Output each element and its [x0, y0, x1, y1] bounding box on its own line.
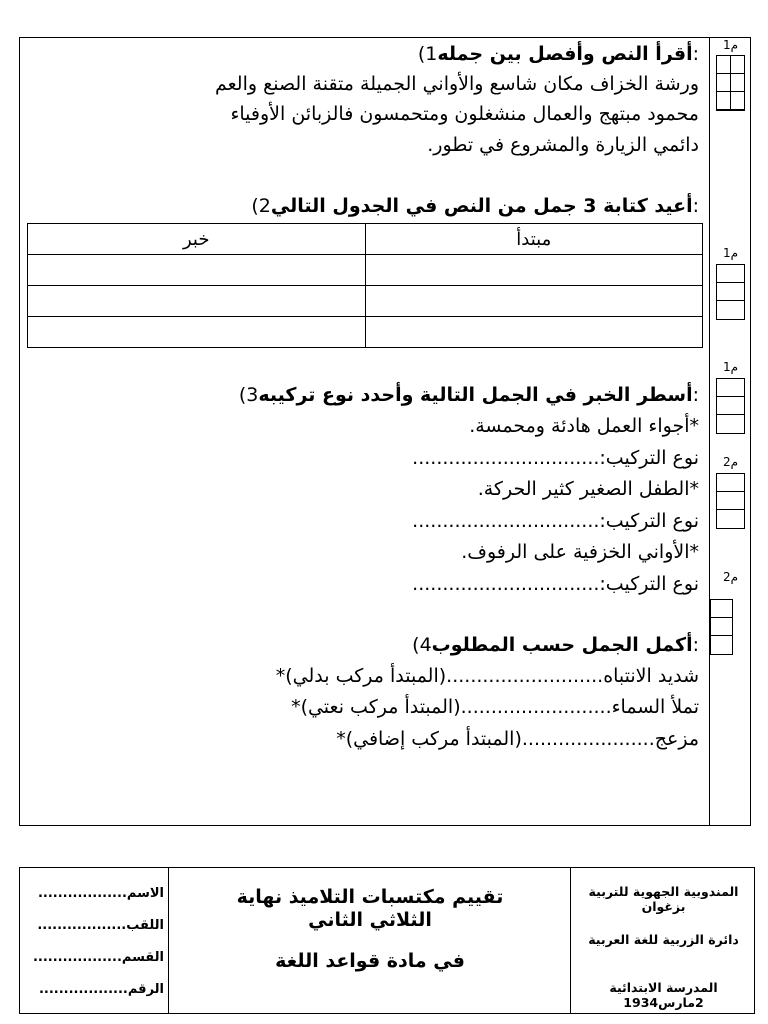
table-cell[interactable] [365, 255, 703, 286]
table-cell[interactable] [365, 286, 703, 317]
table-header-mubtada: مبتدأ [365, 224, 703, 255]
table-row [28, 286, 703, 317]
exam-title-line-2: الثلاثي الثاني [308, 909, 432, 931]
table-header-row [28, 224, 703, 255]
q1-text-line-3: دائمي الزيارة والمشروع في تطور. [427, 134, 699, 156]
exam-sheet [19, 37, 751, 826]
q3-sentence-2: *الطفل الصغير كثير الحركة. [477, 478, 699, 500]
student-surname-field[interactable]: اللقب.................. [37, 918, 164, 933]
q2-number: 2) [251, 195, 271, 217]
criterion-label: م1 [723, 360, 739, 374]
criteria-column-divider [709, 38, 710, 825]
q3-number: 3) [238, 384, 259, 406]
table-cell[interactable] [28, 286, 366, 317]
table-cell[interactable] [365, 317, 703, 348]
q3-type-blank-3[interactable]: نوع التركيب:............................... [412, 573, 699, 595]
district-name: دائرة الزربية للغة العربية [588, 932, 739, 947]
q4-heading [412, 629, 699, 661]
q4-completion-line-2[interactable]: تملأ السماء.........................(المبتدأ مركب نعتي)* [291, 696, 699, 718]
student-class-field[interactable]: القسم.................. [32, 950, 164, 965]
table-header-khabar: خبر [28, 224, 366, 255]
criterion-label: م2 [723, 455, 739, 469]
score-grid [716, 378, 745, 434]
q4-completion-line-1[interactable]: شديد الانتباه..........................(المبتدأ مركب بدلي)* [275, 665, 699, 687]
regional-directorate: المندوبية الجهوية للتربية بزغوان [588, 884, 739, 914]
q2-colon: : [692, 195, 699, 217]
criterion-label: م2 [723, 570, 739, 584]
table-row [28, 255, 703, 286]
q1-text-line-1: ورشة الخزاف مكان شاسع والأواني الجميلة متقنة الصنع والعم [215, 73, 699, 95]
exam-header [19, 867, 755, 1014]
q1-text-line-2: محمود مبتهج والعمال منشغلون ومتحمسون فالزبائن الأوفياء [230, 103, 699, 125]
score-grid [716, 473, 745, 529]
q2-heading [251, 190, 699, 222]
q3-type-blank-1[interactable]: نوع التركيب:............................... [412, 447, 699, 469]
q3-colon: : [692, 384, 699, 406]
school-name: المدرسة الابتدائية 2مارس1934 [609, 980, 718, 1010]
score-grid [716, 264, 745, 320]
exam-subject: في مادة قواعد اللغة [275, 950, 465, 972]
student-name-field[interactable]: الاسم.................. [37, 886, 164, 901]
header-divider [168, 868, 169, 1013]
q3-heading [239, 379, 699, 411]
subject-predicate-table [27, 223, 703, 348]
table-cell[interactable] [28, 255, 366, 286]
q3-type-blank-2[interactable]: نوع التركيب:............................... [412, 510, 699, 532]
score-grid [716, 55, 745, 111]
q4-title: أكمل الجمل حسب المطلوب [431, 634, 693, 656]
q3-sentence-1: *أجواء العمل هادئة ومحمسة. [469, 415, 699, 437]
q4-colon: : [692, 634, 699, 656]
criterion-label: م1 [723, 246, 739, 260]
exam-title-line-1: تقييم مكتسبات التلاميذ نهاية [236, 886, 504, 908]
q4-completion-line-3[interactable]: مزعج......................(المبتدأ مركب إضافي)* [336, 728, 699, 750]
table-row [28, 317, 703, 348]
criterion-label: م1 [723, 38, 739, 52]
student-number-field[interactable]: الرقم.................. [38, 982, 164, 997]
q2-title: أعيد كتابة 3 جمل من النص في الجدول التالي [270, 195, 693, 217]
q3-sentence-3: *الأواني الخزفية على الرفوف. [461, 541, 699, 563]
q1-number: 1) [417, 43, 438, 65]
q3-title: أسطر الخبر في الجمل التالية وأحدد نوع تركيبه [258, 384, 693, 406]
q1-colon: : [692, 43, 699, 65]
score-grid [710, 599, 733, 655]
table-cell[interactable] [28, 317, 366, 348]
q4-number: 4) [412, 634, 432, 656]
q1-heading [418, 38, 699, 70]
q1-title: أقرأ النص وأفصل بين جمله [437, 43, 693, 65]
